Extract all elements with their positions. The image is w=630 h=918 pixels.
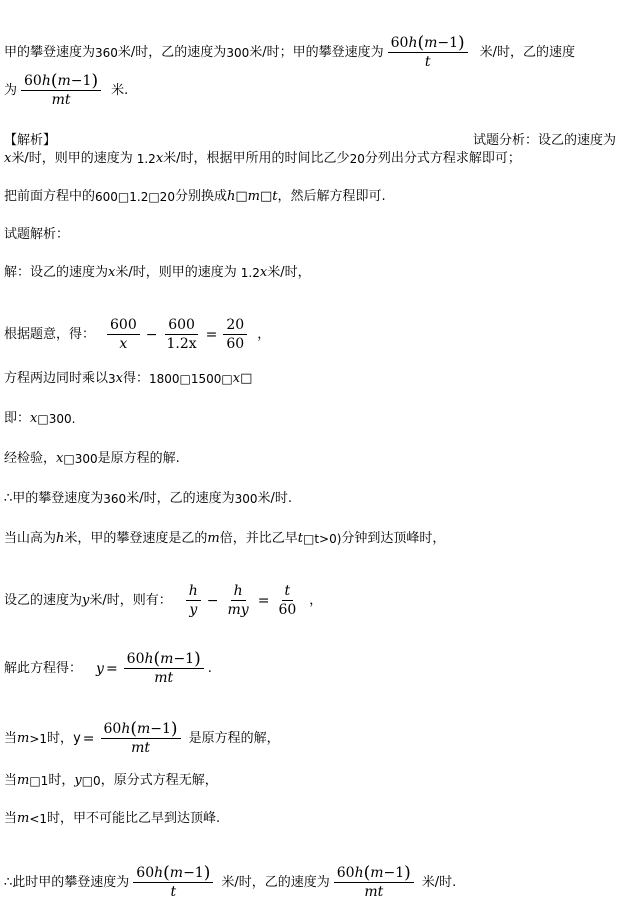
fraction-numerator: 60 h ( m −1 ) [124, 650, 204, 669]
number: −1 [150, 721, 171, 737]
fraction [163, 316, 199, 353]
part2-line-1 [4, 530, 624, 548]
text: 试题解析： [4, 227, 70, 242]
fraction-denominator: my [227, 602, 249, 618]
variable: x□ [232, 371, 253, 386]
text: ，然后解方程即可. [277, 189, 386, 204]
text: 解：设乙的速度为 [4, 265, 109, 280]
text: 设乙的速度为 [4, 592, 83, 608]
variable: m [17, 730, 30, 746]
text: 倍，并比乙早 [219, 531, 298, 546]
fraction-denominator: mt [154, 670, 174, 686]
variable: h [354, 865, 364, 881]
text: 当 [4, 773, 18, 788]
number: −1 [70, 73, 92, 89]
number: 20 [349, 152, 365, 166]
fraction-denominator: mt [51, 92, 71, 108]
text: 米/时，乙的速度为 [117, 44, 227, 60]
variable: x [4, 151, 12, 166]
number: 600□1.2□20 [95, 190, 175, 204]
equals-sign: = [205, 326, 218, 343]
fraction-denominator: 60 [226, 336, 245, 352]
fraction-denominator: y [189, 602, 198, 618]
variable: h [144, 651, 154, 667]
section-label: 【解析】 [4, 133, 57, 148]
fraction [225, 582, 252, 619]
variable: m [169, 865, 184, 881]
text: 米/时. [421, 874, 457, 890]
variable: x [259, 265, 268, 280]
text: 解此方程得： [4, 660, 83, 676]
variable: x [56, 451, 64, 466]
variable: m [137, 721, 151, 737]
variable: m [57, 73, 71, 89]
fraction [107, 316, 140, 353]
number: 60 [136, 865, 155, 881]
fraction [388, 34, 468, 71]
fraction-numerator: 60 h ( m −1 ) [133, 864, 213, 883]
fraction-denominator: mt [364, 884, 384, 900]
text: ， [257, 326, 271, 342]
number: 360 [95, 45, 118, 60]
fraction-numerator: 60 h ( m −1 ) [334, 864, 414, 883]
number: −1 [183, 865, 204, 881]
text: 米. [111, 82, 129, 98]
text: 得： [123, 371, 150, 386]
variable: m [160, 651, 174, 667]
text: 分钟到达顶峰时， [341, 531, 446, 546]
text: 经检验， [4, 451, 57, 466]
solution-step-1 [4, 264, 624, 282]
fraction [101, 720, 181, 757]
fraction-denominator: 1.2x [166, 336, 197, 352]
text: 方程两边同时乘以 [4, 371, 109, 386]
fraction-numerator: t [282, 582, 294, 601]
solution-step-3 [4, 370, 624, 388]
number: 60 [390, 35, 409, 51]
text: 米/时. [257, 491, 292, 506]
variable: y [96, 660, 104, 677]
fraction-numerator: 60 h ( m −1 ) [101, 720, 181, 739]
number: 300 [226, 45, 250, 60]
part2-line-2 [4, 582, 624, 619]
text: 当 [4, 811, 18, 826]
solution-step-4 [4, 410, 624, 428]
fraction-numerator: 600 [107, 316, 140, 335]
part2-line-4 [4, 720, 624, 757]
analysis-line-b [4, 188, 624, 206]
number: −1 [173, 651, 195, 667]
text: 米/时， [267, 265, 311, 280]
number: □0 [81, 774, 101, 788]
text: 米/时；甲的攀登速度为 [249, 44, 384, 60]
variable: h□m□t [226, 189, 278, 204]
fraction [334, 864, 414, 901]
fraction [186, 582, 201, 619]
variable: m [207, 531, 220, 546]
variable: h [41, 73, 51, 89]
variable: m [17, 811, 30, 826]
analysis-line-a [4, 150, 624, 168]
analysis-intro: 试题分析：设乙的速度为 [472, 133, 616, 148]
text: 即： [4, 411, 31, 426]
variable: h [408, 35, 418, 51]
variable: t [297, 531, 303, 546]
part2-line-3 [4, 650, 624, 687]
text: 当 [4, 730, 18, 746]
variable: m [424, 35, 438, 51]
number: 60 [336, 865, 355, 881]
fraction [21, 72, 101, 109]
text: 米/时，根据甲所用的时间比乙少 [163, 151, 350, 166]
variable: m [370, 865, 384, 881]
part2-line-6 [4, 810, 624, 828]
text: 米/时，则甲的速度为 [115, 265, 237, 280]
fraction [275, 582, 299, 619]
number: □300. [37, 412, 76, 426]
text: 米/时，乙的速度为 [126, 491, 235, 506]
solution-title [4, 226, 624, 244]
number: 1.2 [240, 266, 260, 280]
text: ∴此时甲的攀登速度为 [4, 874, 130, 890]
number: 3 [108, 372, 116, 386]
number: 60 [126, 651, 145, 667]
fraction-denominator: mt [131, 740, 150, 756]
text: 根据题意，得： [4, 326, 96, 342]
fraction-numerator: 20 [223, 316, 247, 335]
fraction-denominator: t [170, 884, 177, 900]
variable: h [121, 721, 131, 737]
variable: x [115, 371, 123, 386]
number: −1 [383, 865, 405, 881]
text: 时， [47, 730, 74, 746]
answer-line-1 [4, 34, 624, 71]
text: 分列出分式方程求解即可； [364, 151, 521, 166]
fraction-numerator: 600 [165, 316, 198, 335]
text: 是原方程的解， [188, 730, 280, 746]
number: □1 [29, 774, 49, 788]
text: 米/时，则甲的速度为 [11, 151, 133, 166]
text: 当山高为 [4, 531, 57, 546]
variable: m [17, 773, 30, 788]
variable: x [108, 265, 116, 280]
number: 60 [24, 73, 42, 89]
solution-step-6 [4, 490, 624, 508]
number: 1800□1500□ [149, 372, 233, 386]
text: 分别换成 [174, 189, 227, 204]
fraction-denominator: 60 [278, 602, 297, 618]
variable: h [154, 865, 164, 881]
text: ，原分式方程无解， [100, 773, 218, 788]
text: 时，甲不可能比乙早到达顶峰. [47, 811, 221, 826]
variable: x [30, 411, 38, 426]
solution-step-5 [4, 450, 624, 468]
analysis-header [4, 132, 624, 150]
fraction [133, 864, 213, 901]
text: 米/时，乙的速度为 [221, 874, 330, 890]
minus-sign: − [145, 326, 158, 343]
fraction [124, 650, 204, 687]
fraction-denominator: x [119, 336, 128, 352]
fraction-numerator: h [231, 582, 246, 601]
variable: h [56, 531, 65, 546]
number: 60 [103, 721, 122, 737]
fraction-numerator: 60 h ( m −1 ) [21, 72, 101, 91]
text: 是原方程的解. [97, 451, 180, 466]
text: ∴甲的攀登速度为 [4, 491, 104, 506]
text: 甲的攀登速度为 [4, 44, 96, 60]
number: □300 [63, 452, 98, 466]
text: 时， [48, 773, 75, 788]
number: 1.2 [136, 152, 156, 166]
text: 把前面方程中的 [4, 189, 96, 204]
number: 300 [234, 492, 258, 506]
minus-sign: − [206, 592, 219, 609]
text: 米/时，则有： [89, 592, 172, 608]
text: 为 [4, 82, 18, 98]
number: □t>0) [302, 532, 342, 546]
variable: x [155, 151, 164, 166]
text: ， [309, 592, 323, 608]
equals-sign: = [105, 660, 118, 677]
answer-line-2 [4, 72, 624, 109]
equals-sign: = [257, 592, 270, 609]
text: 米，甲的攀登速度是乙的 [64, 531, 208, 546]
fraction-denominator: t [424, 54, 431, 70]
variable: y [74, 773, 82, 788]
number: 360 [103, 492, 127, 506]
variable: y [82, 592, 90, 608]
solution-step-2 [4, 316, 624, 353]
text: . [207, 660, 212, 676]
variable: y [73, 730, 81, 746]
text: 米/时，乙的速度 [479, 44, 576, 60]
equals-sign: = [82, 730, 95, 747]
fraction-numerator: 60 h ( m −1 ) [388, 34, 468, 53]
number: −1 [437, 35, 459, 51]
number: >1 [29, 731, 48, 746]
part2-conclusion [4, 864, 624, 901]
number: <1 [29, 812, 48, 826]
fraction [223, 316, 247, 353]
fraction-numerator: h [186, 582, 201, 601]
part2-line-5 [4, 772, 624, 790]
